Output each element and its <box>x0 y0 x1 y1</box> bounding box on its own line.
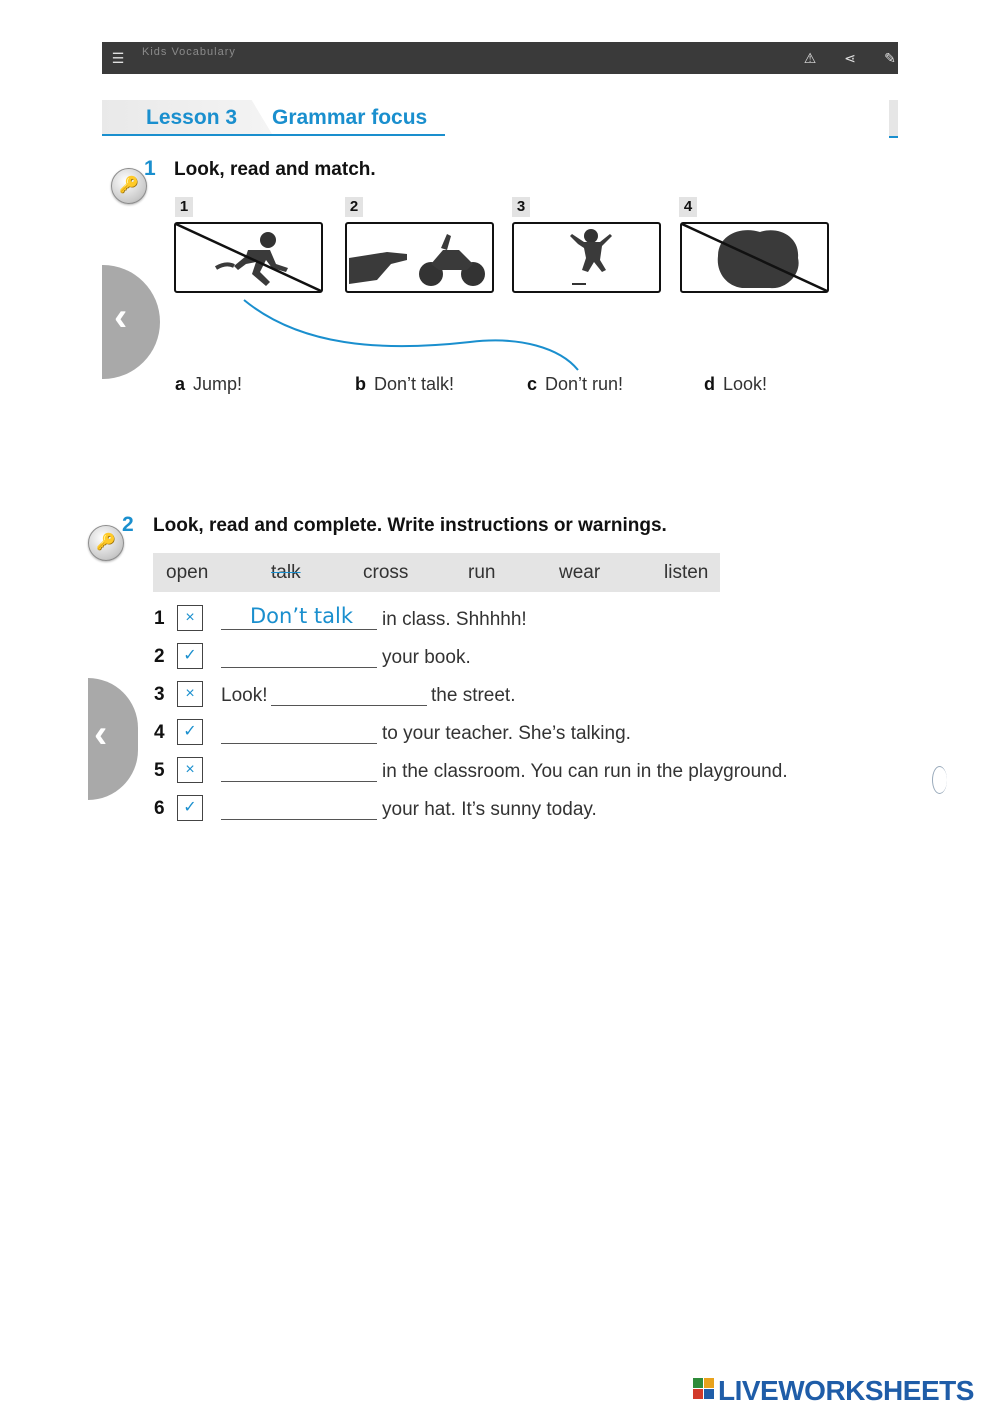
sentence-text: to your teacher. She’s talking. <box>382 723 631 744</box>
page-edge-tab <box>889 100 898 138</box>
exercise-instruction: Look, read and match. <box>174 159 376 180</box>
answer-key-icon[interactable]: 🔑 <box>88 525 124 561</box>
lion-crossed-icon <box>682 224 827 291</box>
answer-key-icon[interactable]: 🔑 <box>111 168 147 204</box>
word-item: run <box>468 562 496 583</box>
tick-mark-box: ✓ <box>177 719 203 745</box>
chevron-left-icon: ‹ <box>94 712 108 756</box>
chevron-left-icon: ‹ <box>114 295 128 339</box>
word-item: cross <box>363 562 409 583</box>
liveworksheets-logo-icon <box>693 1378 715 1400</box>
option-b[interactable]: b Don’t talk! <box>355 374 455 394</box>
share-icon[interactable]: ⋖ <box>844 50 856 66</box>
menu-icon[interactable]: ☰ <box>111 50 125 66</box>
exercise-number: 1 <box>144 157 156 180</box>
toolbar-title: Kids Vocabulary <box>142 46 236 58</box>
running-boy-crossed-icon <box>176 224 321 291</box>
answer-blank[interactable] <box>271 705 427 706</box>
liveworksheets-logo[interactable]: LIVEWORKSHEETS <box>718 1375 974 1406</box>
sentence-text: in the classroom. You can run in the playground. <box>382 761 788 782</box>
word-item: open <box>166 562 209 583</box>
row-number: 3 <box>154 684 165 705</box>
sentence-prefix: Look! <box>221 685 268 706</box>
answer-blank[interactable] <box>221 819 377 820</box>
word-item: wear <box>559 562 601 583</box>
option-d[interactable]: d Look! <box>704 374 768 394</box>
picture-number: 4 <box>679 197 697 217</box>
prev-page-button[interactable] <box>102 265 160 379</box>
sentence-text: in class. Shhhhh! <box>382 609 527 630</box>
edit-icon[interactable]: ✎ <box>884 50 896 66</box>
jumping-boy-icon <box>514 224 659 291</box>
cross-mark-box: × <box>177 605 203 631</box>
prev-page-button[interactable] <box>88 678 138 800</box>
row-number: 2 <box>154 646 165 667</box>
row-number: 1 <box>154 608 165 629</box>
match-line[interactable] <box>240 296 585 376</box>
sentence-text: your hat. It’s sunny today. <box>382 799 597 820</box>
option-c[interactable]: c Don’t run! <box>527 374 624 394</box>
lesson-title: Grammar focus <box>272 106 428 129</box>
word-box <box>153 553 720 592</box>
print-icon[interactable]: ⚠ <box>803 50 817 66</box>
answer-blank[interactable] <box>221 743 377 744</box>
exercise-instruction: Look, read and complete. Write instructions or warnings. <box>153 515 667 536</box>
picture-number: 3 <box>512 197 530 217</box>
answer-text[interactable]: Don’t talk <box>250 604 354 628</box>
row-number: 4 <box>154 722 165 743</box>
word-item-used: talk <box>271 562 301 583</box>
top-toolbar <box>102 42 898 74</box>
tick-mark-box: ✓ <box>177 795 203 821</box>
lesson-number: Lesson 3 <box>146 106 238 129</box>
picture-box[interactable] <box>174 222 323 293</box>
word-item: listen <box>664 562 709 583</box>
row-number: 6 <box>154 798 165 819</box>
cross-mark-box: × <box>177 757 203 783</box>
answer-blank[interactable] <box>221 667 377 668</box>
picture-number: 1 <box>175 197 193 217</box>
next-page-edge[interactable] <box>932 766 947 794</box>
lesson-underline <box>102 134 445 136</box>
picture-box[interactable] <box>345 222 494 293</box>
answer-blank[interactable] <box>221 781 377 782</box>
cross-mark-box: × <box>177 681 203 707</box>
picture-box[interactable] <box>680 222 829 293</box>
exercise-number: 2 <box>122 513 134 536</box>
option-a[interactable]: a Jump! <box>175 374 243 394</box>
row-number: 5 <box>154 760 165 781</box>
picture-number: 2 <box>345 197 363 217</box>
tick-mark-box: ✓ <box>177 643 203 669</box>
sentence-text: the street. <box>431 685 516 706</box>
answer-blank[interactable] <box>221 629 377 630</box>
picture-box[interactable] <box>512 222 661 293</box>
sentence-text: your book. <box>382 647 471 668</box>
pointing-hand-motorbike-icon <box>347 224 492 291</box>
